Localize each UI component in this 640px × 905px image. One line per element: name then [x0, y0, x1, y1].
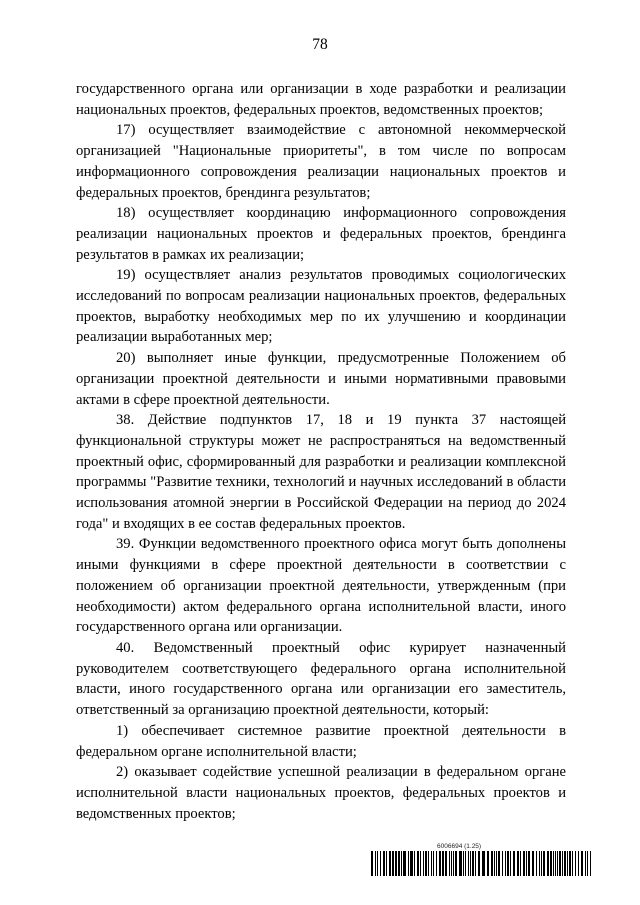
page-number: 78 [312, 36, 328, 53]
paragraph: 20) выполняет иные функции, предусмотренные Положением об организации проектной деятельности и иными нормативными правовыми актами в сфере проектной деятельности. [76, 350, 566, 408]
paragraph: 1) обеспечивает системное развитие проектной деятельности в федеральном органе исполнительной власти; [76, 722, 566, 760]
paragraph: 17) осуществляет взаимодействие с автономной некоммерческой организацией "Национальные приоритеты", в том числе по вопросам информационного сопровождения реализации национальных проектов и федеральных проектов, брендинга результатов; [76, 122, 566, 201]
barcode [371, 851, 594, 876]
paragraph: 40. Ведомственный проектный офис курирует назначенный руководителем соответствующего федерального органа исполнительной власти, иного государственного органа или организации его заместитель, ответственный за организацию проектной деятельности, который: [76, 639, 566, 719]
document-code: 6006694 (1.25) [437, 843, 482, 850]
paragraph: 19) осуществляет анализ результатов проводимых социологических исследований по вопросам реализации национальных проектов, федеральных проектов, выработку необходимых мер по их улучшению и координации реализации выработанных мер; [76, 267, 566, 346]
paragraph: государственного органа или организации в ходе разработки и реализации национальных проектов, федеральных проектов, ведомственных проектов; [76, 81, 566, 118]
paragraph: 2) оказывает содействие успешной реализации в федеральном органе исполнительной власти национальных проектов, федеральных проектов и ведомственных проектов; [76, 764, 566, 822]
paragraph: 38. Действие подпунктов 17, 18 и 19 пункта 37 настоящей функциональной структуры может не распространяться на ведомственный проектный офис, сформированный для разработки и реализации комплексной программы "Развитие техники, технологий и научных исследований в области использования атомной энергии в Российской Федерации на период до 2024 года" и входящих в ее состав федеральных проектов. [76, 412, 566, 532]
paragraph: 39. Функции ведомственного проектного офиса могут быть дополнены иными функциями в сфере проектной деятельности в соответствии с положением об организации проектной деятельности, утвержденным (при необходимости) актом федерального органа исполнительной власти, иного государственного органа или организации. [76, 536, 566, 636]
document-body [76, 79, 566, 824]
paragraph: 18) осуществляет координацию информационного сопровождения реализации национальных проектов и федеральных проектов, брендинга результатов в рамках их реализации; [76, 205, 566, 263]
